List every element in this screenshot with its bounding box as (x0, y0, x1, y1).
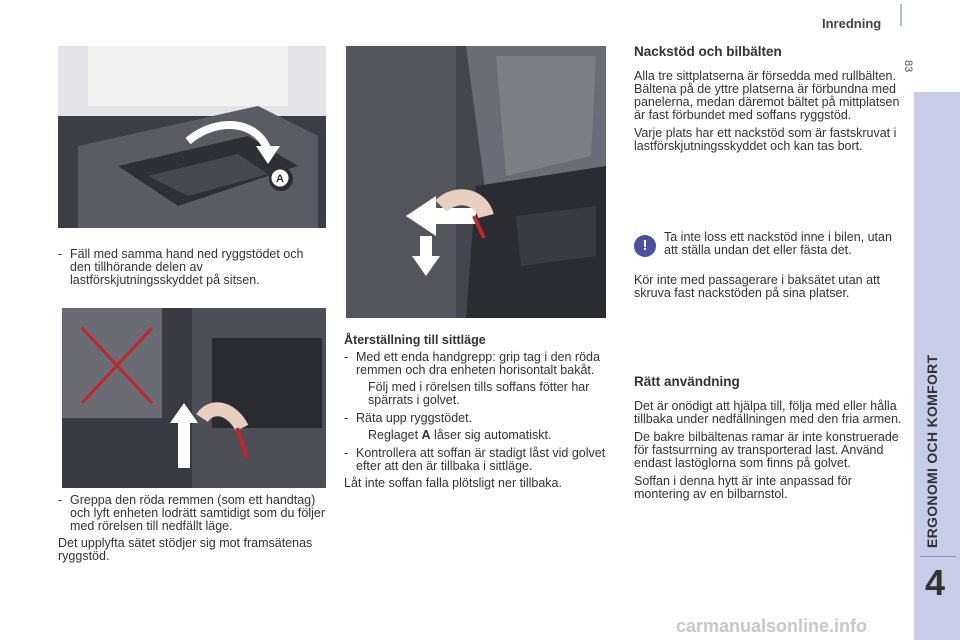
correct-use-p3: Soffan i denna hytt är inte anpassad för montering av en bilbarnstol. (634, 474, 852, 501)
figure-return-seat (346, 46, 606, 318)
step1-text: Fäll med samma hand ned ryggstödet och den tillhörande delen av lastförskjutningsskyddet på sitsen. (70, 247, 304, 287)
fold-backrest-illustration (58, 46, 326, 228)
control-post: låser sig automatiskt. (434, 428, 552, 442)
warning-icon: ! (634, 235, 656, 257)
bullet-dash: - (58, 493, 63, 507)
watermark: carmanualsonline.info (676, 616, 868, 636)
col2-text (344, 334, 614, 495)
page-number: 83 (902, 60, 914, 73)
headrests-p1: Alla tre sittplatserna är försedda med rullbälten. Bältena på de yttre platserna är förbundna med panelerna, medan däremot bältet på mittplatsen är fast förbundet med soffans ryggstöd. (634, 69, 900, 122)
chapter-label: ERGONOMI OCH KOMFORT (924, 354, 940, 548)
correct-use-p2: De bakre bilbältenas ramar är inte konstruerade för fastsurrning av transporterad last. Använd endast lastöglorna som finns på golvet. (634, 430, 899, 470)
warning-followup (634, 274, 906, 305)
section-correct-use-title: Rätt användning (634, 374, 740, 389)
bullet-dash: - (344, 350, 349, 364)
return-item2-cont (344, 429, 614, 442)
return-subhead: Återställning till sittläge (344, 333, 486, 347)
col1-step1 (58, 248, 326, 287)
lift-strap-illustration (62, 308, 326, 488)
header-divider (900, 4, 902, 26)
chapter-separator (920, 556, 956, 557)
figure-lift-strap (62, 308, 326, 488)
section-headrests-title: Nackstöd och bilbälten (634, 44, 782, 59)
warning-block (664, 231, 904, 262)
control-a-label: A (421, 428, 431, 442)
marker-a: A (276, 173, 284, 185)
warning-p2: Kör inte med passagerare i baksätet utan att skruva fast nackstöden på sina platser. (634, 273, 880, 300)
return-seat-illustration (346, 46, 606, 318)
section-headrests-body (634, 70, 906, 158)
control-pre: Reglaget (368, 428, 419, 442)
correct-use-p1: Det är onödigt att hjälpa till, följa med eller hålla tillbaka under nedfällningen med den fria armen. (634, 399, 902, 426)
return-closing: Låt inte soffan falla plötsligt ner tillbaka. (344, 476, 562, 490)
page-header-title: Inredning (822, 16, 882, 31)
headrests-p2: Varje plats har ett nackstöd som är fastskruvat i lastförskjutningsskyddet och kan tas bort. (634, 126, 897, 153)
section-correct-use-body (634, 400, 906, 506)
col1-step2 (58, 494, 326, 568)
bullet-dash: - (58, 247, 63, 261)
return-item3: Kontrollera att soffan är stadigt låst vid golvet efter att den är tillbaka i sittläge. (356, 446, 606, 473)
return-item2: Räta upp ryggstödet. (356, 411, 473, 425)
figure-fold-backrest (58, 46, 326, 228)
bullet-dash: - (344, 411, 349, 425)
step2-text: Greppa den röda remmen (som ett handtag) och lyft enheten lodrätt samtidigt som du följer med rörelsen till nedfällt läge. (70, 493, 325, 533)
bullet-dash: - (344, 446, 349, 460)
chapter-number: 4 (925, 562, 946, 603)
warning-text: Ta inte loss ett nackstöd inne i bilen, utan att ställa undan det eller fästa det. (664, 230, 892, 257)
return-item1-cont: Följ med i rörelsen tills soffans fötter har spärrats i golvet. (368, 380, 590, 407)
col1-note: Det upplyfta sätet stödjer sig mot framsätenas ryggstöd. (58, 536, 313, 563)
return-item1: Med ett enda handgrepp: grip tag i den röda remmen och dra enheten horisontalt bakåt. (356, 350, 600, 377)
